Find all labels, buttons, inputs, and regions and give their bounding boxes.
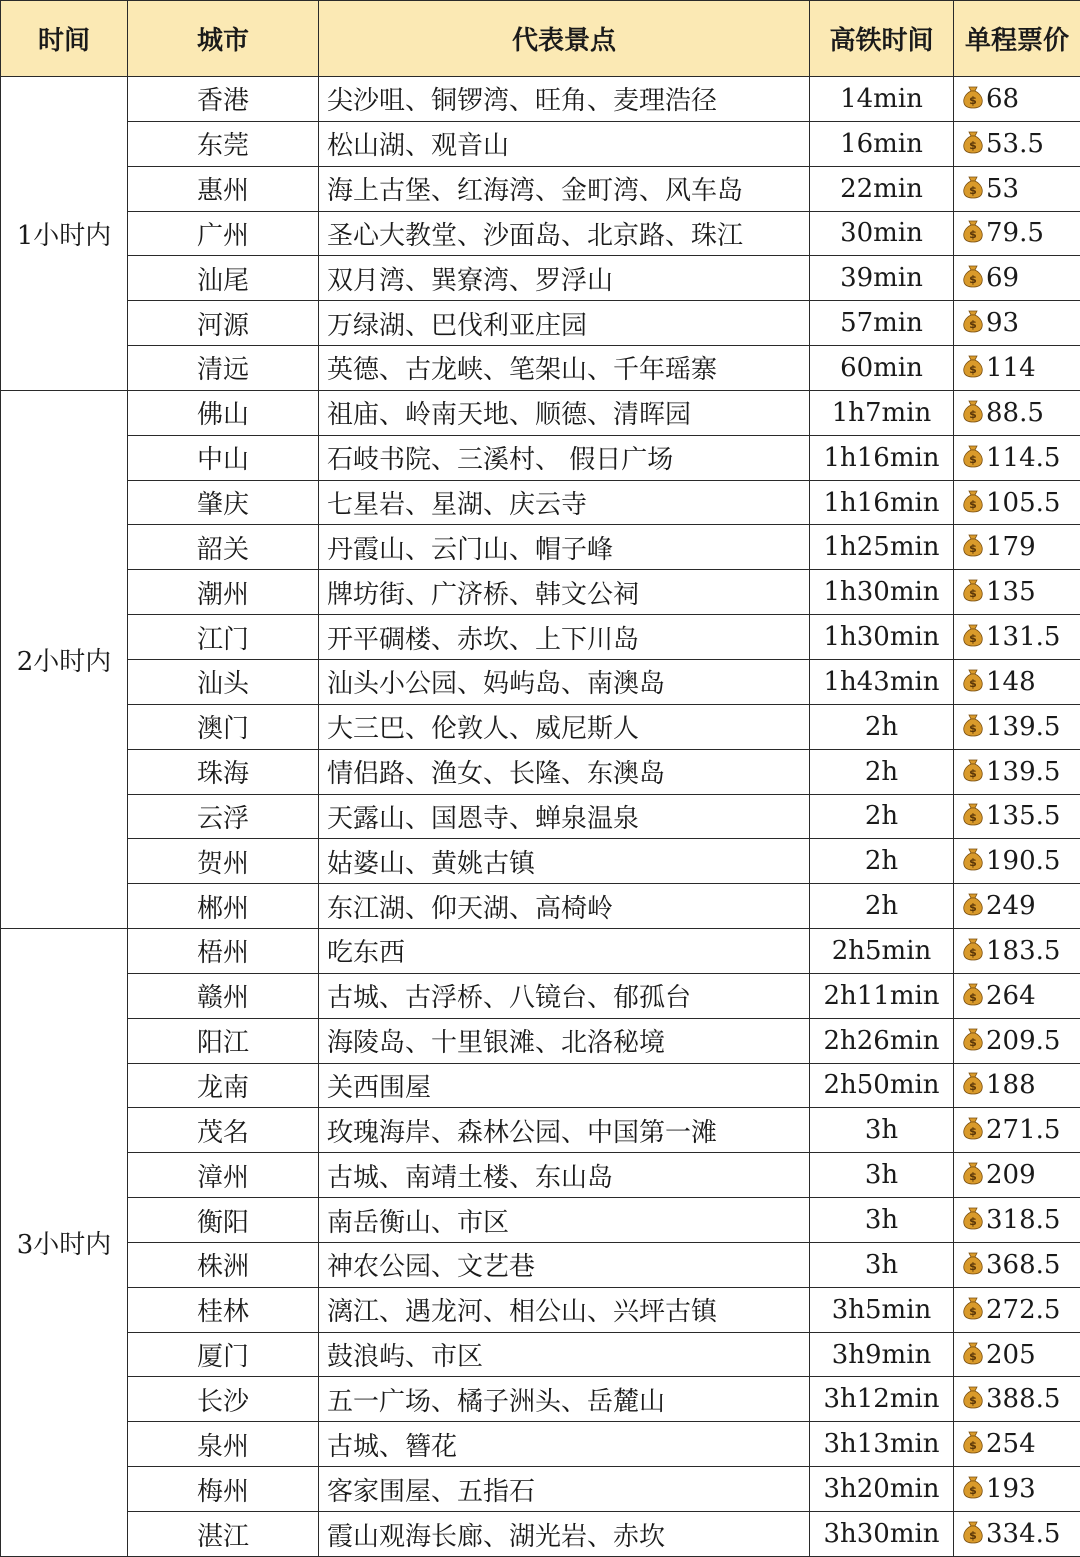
svg-text:$: $ (969, 93, 977, 107)
duration-cell: 22min (810, 166, 954, 211)
sights-cell: 海陵岛、十里银滩、北洛秘境 (319, 1018, 810, 1063)
table-row (1, 749, 1080, 794)
city-cell: 广州 (128, 211, 319, 256)
price-value: 183.5 (986, 935, 1061, 966)
price-value: 68 (986, 83, 1020, 114)
svg-text:$: $ (969, 183, 977, 197)
table-row (1, 884, 1080, 929)
table-row (1, 1063, 1080, 1108)
price-value: 148 (986, 666, 1036, 697)
money-bag-icon (962, 982, 984, 1006)
price-value: 368.5 (986, 1249, 1061, 1280)
duration-cell: 1h25min (810, 525, 954, 570)
svg-text:$: $ (969, 228, 977, 242)
money-bag-icon (962, 489, 984, 513)
money-bag-icon (962, 399, 984, 423)
city-cell: 肇庆 (128, 480, 319, 525)
sights-cell: 南岳衡山、市区 (319, 1198, 810, 1243)
sights-cell: 古城、南靖土楼、东山岛 (319, 1153, 810, 1198)
sights-cell: 石岐书院、三溪村、 假日广场 (319, 435, 810, 480)
money-bag-icon (962, 1161, 984, 1185)
price-cell (954, 256, 1080, 301)
table-row (1, 973, 1080, 1018)
price-value: 105.5 (986, 487, 1061, 518)
city-cell: 汕头 (128, 659, 319, 704)
price-value: 334.5 (986, 1519, 1061, 1549)
sights-cell: 东江湖、仰天湖、高椅岭 (319, 884, 810, 929)
duration-cell: 2h (810, 704, 954, 749)
duration-cell: 2h (810, 884, 954, 929)
period-cell: 2小时内 (1, 390, 128, 928)
price-cell (954, 1108, 1080, 1153)
price-value: 139.5 (986, 756, 1061, 787)
svg-text:$: $ (969, 407, 977, 421)
price-cell (954, 77, 1080, 122)
city-cell: 泉州 (128, 1422, 319, 1467)
duration-cell: 2h50min (810, 1063, 954, 1108)
money-bag-icon (962, 85, 984, 109)
period-cell: 1小时内 (1, 77, 128, 391)
price-value: 69 (986, 263, 1020, 294)
header-period: 时间 (1, 1, 128, 77)
price-cell (954, 121, 1080, 166)
duration-cell: 16min (810, 121, 954, 166)
sights-cell: 鼓浪屿、市区 (319, 1332, 810, 1377)
money-bag-icon (962, 175, 984, 199)
money-bag-icon (962, 1475, 984, 1499)
duration-cell: 3h (810, 1153, 954, 1198)
city-cell: 惠州 (128, 166, 319, 211)
table-row (1, 704, 1080, 749)
table-row (1, 121, 1080, 166)
money-bag-icon (962, 219, 984, 243)
city-cell: 郴州 (128, 884, 319, 929)
price-cell (954, 1198, 1080, 1243)
price-cell (954, 1063, 1080, 1108)
sights-cell: 圣心大教堂、沙面岛、北京路、珠江 (319, 211, 810, 256)
price-value: 139.5 (986, 711, 1061, 742)
money-bag-icon (962, 1430, 984, 1454)
duration-cell: 3h (810, 1108, 954, 1153)
duration-cell: 2h (810, 749, 954, 794)
svg-text:$: $ (969, 1035, 977, 1049)
duration-cell: 2h (810, 794, 954, 839)
sights-cell: 古城、簪花 (319, 1422, 810, 1467)
period-cell: 3小时内 (1, 929, 128, 1557)
price-cell (954, 794, 1080, 839)
city-cell: 茂名 (128, 1108, 319, 1153)
table-row (1, 211, 1080, 256)
money-bag-icon (962, 1296, 984, 1320)
svg-text:$: $ (969, 362, 977, 376)
svg-text:$: $ (969, 811, 977, 825)
header-duration: 高铁时间 (810, 1, 954, 77)
table-row (1, 794, 1080, 839)
sights-cell: 情侣路、渔女、长隆、东澳岛 (319, 749, 810, 794)
table-row (1, 1377, 1080, 1422)
svg-text:$: $ (969, 138, 977, 152)
duration-cell: 3h12min (810, 1377, 954, 1422)
money-bag-icon (962, 1341, 984, 1365)
price-cell (954, 839, 1080, 884)
duration-cell: 30min (810, 211, 954, 256)
money-bag-icon (962, 354, 984, 378)
svg-text:$: $ (969, 318, 977, 332)
duration-cell: 3h20min (810, 1467, 954, 1512)
price-cell (954, 301, 1080, 346)
sights-cell: 尖沙咀、铜锣湾、旺角、麦理浩径 (319, 77, 810, 122)
sights-cell: 丹霞山、云门山、帽子峰 (319, 525, 810, 570)
money-bag-icon (962, 264, 984, 288)
city-cell: 江门 (128, 615, 319, 660)
duration-cell: 3h13min (810, 1422, 954, 1467)
sights-cell: 牌坊街、广济桥、韩文公祠 (319, 570, 810, 615)
price-value: 179 (986, 532, 1036, 563)
price-cell (954, 346, 1080, 391)
svg-text:$: $ (969, 990, 977, 1004)
table-body (1, 77, 1080, 1557)
sights-cell: 七星岩、星湖、庆云寺 (319, 480, 810, 525)
price-value: 93 (986, 308, 1020, 339)
sights-cell: 英德、古龙峡、笔架山、千年瑶寨 (319, 346, 810, 391)
money-bag-icon (962, 444, 984, 468)
price-cell (954, 1153, 1080, 1198)
duration-cell: 3h (810, 1242, 954, 1287)
svg-text:$: $ (969, 676, 977, 690)
price-value: 254 (986, 1429, 1036, 1460)
money-bag-icon (962, 623, 984, 647)
money-bag-icon (962, 668, 984, 692)
sights-cell: 霞山观海长廊、湖光岩、赤坎 (319, 1512, 810, 1557)
money-bag-icon (962, 1027, 984, 1051)
price-cell (954, 615, 1080, 660)
city-cell: 潮州 (128, 570, 319, 615)
table-row (1, 1153, 1080, 1198)
city-cell: 云浮 (128, 794, 319, 839)
price-cell (954, 1018, 1080, 1063)
duration-cell: 1h16min (810, 435, 954, 480)
sights-cell: 姑婆山、黄姚古镇 (319, 839, 810, 884)
city-cell: 东莞 (128, 121, 319, 166)
duration-cell: 3h30min (810, 1512, 954, 1557)
price-cell (954, 1422, 1080, 1467)
city-cell: 珠海 (128, 749, 319, 794)
duration-cell: 39min (810, 256, 954, 301)
svg-text:$: $ (969, 1304, 977, 1318)
price-cell (954, 166, 1080, 211)
money-bag-icon (962, 937, 984, 961)
money-bag-icon (962, 847, 984, 871)
table-row (1, 1512, 1080, 1557)
city-cell: 清远 (128, 346, 319, 391)
duration-cell: 60min (810, 346, 954, 391)
sights-cell: 关西围屋 (319, 1063, 810, 1108)
sights-cell: 天露山、国恩寺、蝉泉温泉 (319, 794, 810, 839)
city-cell: 龙南 (128, 1063, 319, 1108)
price-value: 190.5 (986, 846, 1061, 877)
price-value: 205 (986, 1339, 1036, 1370)
table-row (1, 256, 1080, 301)
duration-cell: 1h30min (810, 615, 954, 660)
svg-text:$: $ (969, 1125, 977, 1139)
price-cell (954, 973, 1080, 1018)
table-row (1, 390, 1080, 435)
table-row (1, 1018, 1080, 1063)
city-cell: 赣州 (128, 973, 319, 1018)
sights-cell: 吃东西 (319, 929, 810, 974)
svg-text:$: $ (969, 497, 977, 511)
price-value: 53.5 (986, 128, 1044, 159)
svg-text:$: $ (969, 542, 977, 556)
duration-cell: 57min (810, 301, 954, 346)
table-row (1, 480, 1080, 525)
city-cell: 佛山 (128, 390, 319, 435)
price-cell (954, 1287, 1080, 1332)
city-cell: 澳门 (128, 704, 319, 749)
city-cell: 中山 (128, 435, 319, 480)
price-cell (954, 1512, 1080, 1557)
table-row (1, 615, 1080, 660)
price-cell (954, 570, 1080, 615)
sights-cell: 客家围屋、五指石 (319, 1467, 810, 1512)
money-bag-icon (962, 1071, 984, 1095)
price-value: 272.5 (986, 1294, 1061, 1325)
price-value: 249 (986, 891, 1036, 922)
price-value: 188 (986, 1070, 1036, 1101)
price-value: 114 (986, 352, 1036, 383)
price-value: 264 (986, 980, 1036, 1011)
duration-cell: 2h (810, 839, 954, 884)
price-cell (954, 390, 1080, 435)
city-cell: 株洲 (128, 1242, 319, 1287)
sights-cell: 漓江、遇龙河、相公山、兴坪古镇 (319, 1287, 810, 1332)
price-value: 388.5 (986, 1384, 1061, 1415)
price-value: 193 (986, 1474, 1036, 1505)
price-value: 135.5 (986, 801, 1061, 832)
price-cell (954, 884, 1080, 929)
svg-text:$: $ (969, 632, 977, 646)
svg-text:$: $ (969, 587, 977, 601)
svg-text:$: $ (969, 1439, 977, 1453)
table-row (1, 839, 1080, 884)
price-value: 79.5 (986, 218, 1044, 249)
svg-text:$: $ (969, 452, 977, 466)
svg-text:$: $ (969, 1349, 977, 1363)
svg-text:$: $ (969, 766, 977, 780)
sights-cell: 神农公园、文艺巷 (319, 1242, 810, 1287)
city-cell: 厦门 (128, 1332, 319, 1377)
sights-cell: 万绿湖、巴伐利亚庄园 (319, 301, 810, 346)
svg-text:$: $ (969, 721, 977, 735)
table-row (1, 166, 1080, 211)
header-city: 城市 (128, 1, 319, 77)
money-bag-icon (962, 892, 984, 916)
money-bag-icon (962, 1520, 984, 1544)
city-cell: 贺州 (128, 839, 319, 884)
money-bag-icon (962, 130, 984, 154)
city-cell: 阳江 (128, 1018, 319, 1063)
table-row (1, 346, 1080, 391)
money-bag-icon (962, 1206, 984, 1230)
money-bag-icon (962, 802, 984, 826)
price-value: 131.5 (986, 622, 1061, 653)
duration-cell: 2h5min (810, 929, 954, 974)
sights-cell: 松山湖、观音山 (319, 121, 810, 166)
price-value: 209 (986, 1160, 1036, 1191)
duration-cell: 3h (810, 1198, 954, 1243)
duration-cell: 1h30min (810, 570, 954, 615)
duration-cell: 2h26min (810, 1018, 954, 1063)
money-bag-icon (962, 1251, 984, 1275)
price-cell (954, 1242, 1080, 1287)
city-cell: 韶关 (128, 525, 319, 570)
city-cell: 湛江 (128, 1512, 319, 1557)
svg-text:$: $ (969, 273, 977, 287)
svg-text:$: $ (969, 1484, 977, 1498)
money-bag-icon (962, 533, 984, 557)
table-row (1, 301, 1080, 346)
city-cell: 长沙 (128, 1377, 319, 1422)
price-cell (954, 211, 1080, 256)
duration-cell: 1h7min (810, 390, 954, 435)
price-cell (954, 749, 1080, 794)
duration-cell: 1h43min (810, 659, 954, 704)
svg-text:$: $ (969, 856, 977, 870)
header-sights: 代表景点 (319, 1, 810, 77)
price-cell (954, 1377, 1080, 1422)
table-row (1, 77, 1080, 122)
price-value: 88.5 (986, 397, 1044, 428)
price-value: 53 (986, 173, 1020, 204)
svg-text:$: $ (969, 945, 977, 959)
svg-text:$: $ (969, 1394, 977, 1408)
table-row (1, 1287, 1080, 1332)
table-row (1, 570, 1080, 615)
money-bag-icon (962, 1385, 984, 1409)
header-row (1, 1, 1080, 77)
table-row (1, 1467, 1080, 1512)
table-row (1, 1332, 1080, 1377)
sights-cell: 大三巴、伦敦人、威尼斯人 (319, 704, 810, 749)
sights-cell: 汕头小公园、妈屿岛、南澳岛 (319, 659, 810, 704)
city-cell: 香港 (128, 77, 319, 122)
duration-cell: 14min (810, 77, 954, 122)
sights-cell: 五一广场、橘子洲头、岳麓山 (319, 1377, 810, 1422)
duration-cell: 2h11min (810, 973, 954, 1018)
money-bag-icon (962, 309, 984, 333)
price-cell (954, 525, 1080, 570)
price-cell (954, 704, 1080, 749)
sights-cell: 海上古堡、红海湾、金町湾、风车岛 (319, 166, 810, 211)
table-row (1, 929, 1080, 974)
sights-cell: 古城、古浮桥、八镜台、郁孤台 (319, 973, 810, 1018)
sights-cell: 祖庙、岭南天地、顺德、清晖园 (319, 390, 810, 435)
money-bag-icon (962, 1116, 984, 1140)
svg-text:$: $ (969, 1170, 977, 1184)
city-cell: 汕尾 (128, 256, 319, 301)
city-cell: 漳州 (128, 1153, 319, 1198)
table-row (1, 659, 1080, 704)
table-row (1, 525, 1080, 570)
city-cell: 梅州 (128, 1467, 319, 1512)
duration-cell: 1h16min (810, 480, 954, 525)
city-cell: 衡阳 (128, 1198, 319, 1243)
duration-cell: 3h9min (810, 1332, 954, 1377)
svg-text:$: $ (969, 1259, 977, 1273)
table-row (1, 435, 1080, 480)
city-cell: 河源 (128, 301, 319, 346)
header-price: 单程票价 (954, 1, 1080, 77)
svg-text:$: $ (969, 1215, 977, 1229)
price-cell (954, 929, 1080, 974)
table-row (1, 1108, 1080, 1153)
duration-cell: 3h5min (810, 1287, 954, 1332)
price-value: 209.5 (986, 1025, 1061, 1056)
money-bag-icon (962, 578, 984, 602)
sights-cell: 玫瑰海岸、森林公园、中国第一滩 (319, 1108, 810, 1153)
city-cell: 桂林 (128, 1287, 319, 1332)
table-row (1, 1422, 1080, 1467)
price-cell (954, 659, 1080, 704)
price-cell (954, 435, 1080, 480)
sights-cell: 开平碉楼、赤坎、上下川岛 (319, 615, 810, 660)
city-cell: 梧州 (128, 929, 319, 974)
price-value: 318.5 (986, 1205, 1061, 1236)
sights-cell: 双月湾、巽寮湾、罗浮山 (319, 256, 810, 301)
money-bag-icon (962, 713, 984, 737)
table-row (1, 1198, 1080, 1243)
price-cell (954, 1467, 1080, 1512)
price-value: 114.5 (986, 442, 1061, 473)
money-bag-icon (962, 758, 984, 782)
price-cell (954, 480, 1080, 525)
table-row (1, 1242, 1080, 1287)
svg-text:$: $ (969, 1080, 977, 1094)
price-cell (954, 1332, 1080, 1377)
price-value: 271.5 (986, 1115, 1061, 1146)
price-value: 135 (986, 577, 1036, 608)
svg-text:$: $ (969, 901, 977, 915)
svg-text:$: $ (969, 1529, 977, 1542)
